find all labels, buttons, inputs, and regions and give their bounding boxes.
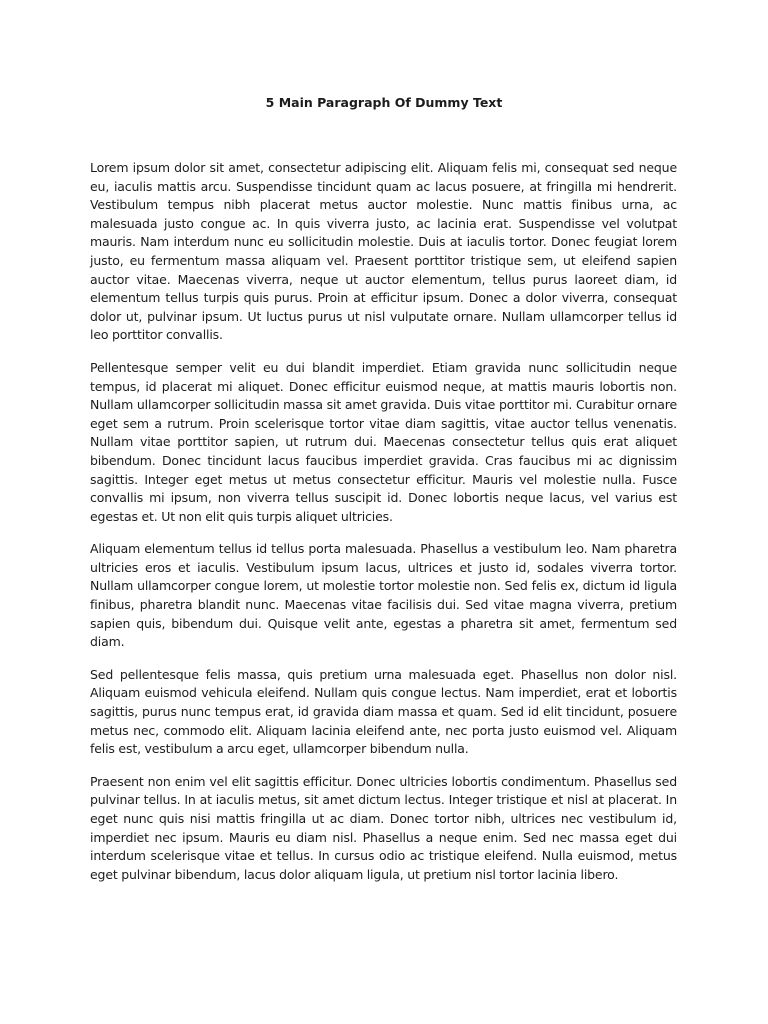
document-body [90,159,677,898]
paragraph-4: Sed pellentesque felis massa, quis pretium urna malesuada eget. Phasellus non dolor nisl. Aliquam euismod vehicula eleifend. Nullam quis congue lectus. Nam imperdiet, erat et lobortis sagittis, purus nunc tempus erat, id gravida diam massa et quam. Sed id elit tincidunt, posuere metus nec, commodo elit. Aliquam lacinia eleifend ante, nec porta justo euismod vel. Aliquam felis est, vestibulum a arcu eget, ullamcorper bibendum nulla. [90,666,677,757]
paragraph-1: Lorem ipsum dolor sit amet, consectetur adipiscing elit. Aliquam felis mi, consequat sed neque eu, iaculis mattis arcu. Suspendisse tincidunt quam ac lacus posuere, at fringilla mi hendrerit. Vestibulum tempus nibh placerat metus auctor molestie. Nunc mattis finibus urna, ac malesuada justo congue ac. In quis viverra justo, ac lacinia erat. Suspendisse vel volutpat mauris. Nam interdum nunc eu sollicitudin molestie. Duis at iaculis tortor. Donec feugiat lorem justo, eu fermentum massa aliquam vel. Praesent porttitor tristique sem, ut eleifend sapien auctor vitae. Maecenas viverra, neque ut auctor elementum, tellus purus laoreet diam, id elementum tellus turpis quis purus. Proin at efficitur ipsum. Donec a dolor viverra, consequat dolor ut, pulvinar ipsum. Ut luctus purus ut nisl vulputate ornare. Nullam ullamcorper tellus id leo porttitor convallis. [90,160,677,343]
paragraph-2: Pellentesque semper velit eu dui blandit imperdiet. Etiam gravida nunc sollicitudin neque tempus, id placerat mi aliquet. Donec efficitur euismod neque, at mattis mauris lobortis non. Nullam ullamcorper sollicitudin massa sit amet gravida. Duis vitae porttitor mi. Curabitur ornare eget sem a rutrum. Proin scelerisque tortor vitae diam sagittis, vitae auctor tellus venenatis. Nullam vitae porttitor sapien, ut rutrum dui. Maecenas consectetur tellus quis erat aliquet bibendum. Donec tincidunt lacus faucibus imperdiet gravida. Cras faucibus mi ac dignissim sagittis. Integer eget metus ut metus consectetur efficitur. Mauris vel molestie nulla. Fusce convallis mi ipsum, non viverra tellus suscipit id. Donec lobortis neque lacus, vel varius est egestas et. Ut non elit quis turpis aliquet ultricies. [90,359,677,524]
paragraph-5: Praesent non enim vel elit sagittis efficitur. Donec ultricies lobortis condimentum. Phasellus sed pulvinar tellus. In at iaculis metus, sit amet dictum lectus. Integer tristique et nisl at placerat. In eget nunc quis nisi mattis fringilla ut ac diam. Donec tortor nibh, ultrices nec vestibulum id, imperdiet nec ipsum. Mauris eu diam nisl. Phasellus a neque enim. Sed nec massa eget dui interdum scelerisque vitae et tellus. In cursus odio ac tristique eleifend. Nulla euismod, metus eget pulvinar bibendum, lacus dolor aliquam ligula, ut pretium nisl tortor lacinia libero. [90,773,677,882]
paragraph-3: Aliquam elementum tellus id tellus porta malesuada. Phasellus a vestibulum leo. Nam pharetra ultricies eros et iaculis. Vestibulum ipsum lacus, ultrices et justo id, sodales viverra tortor. Nullam ullamcorper congue lorem, ut molestie tortor molestie non. Sed felis ex, dictum id ligula finibus, pharetra blandit nunc. Maecenas vitae facilisis dui. Sed vitae magna viverra, pretium sapien quis, bibendum dui. Quisque velit ante, egestas a pharetra sit amet, fermentum sed diam. [90,541,677,650]
document-title: 5 Main Paragraph Of Dummy Text [265,95,503,110]
